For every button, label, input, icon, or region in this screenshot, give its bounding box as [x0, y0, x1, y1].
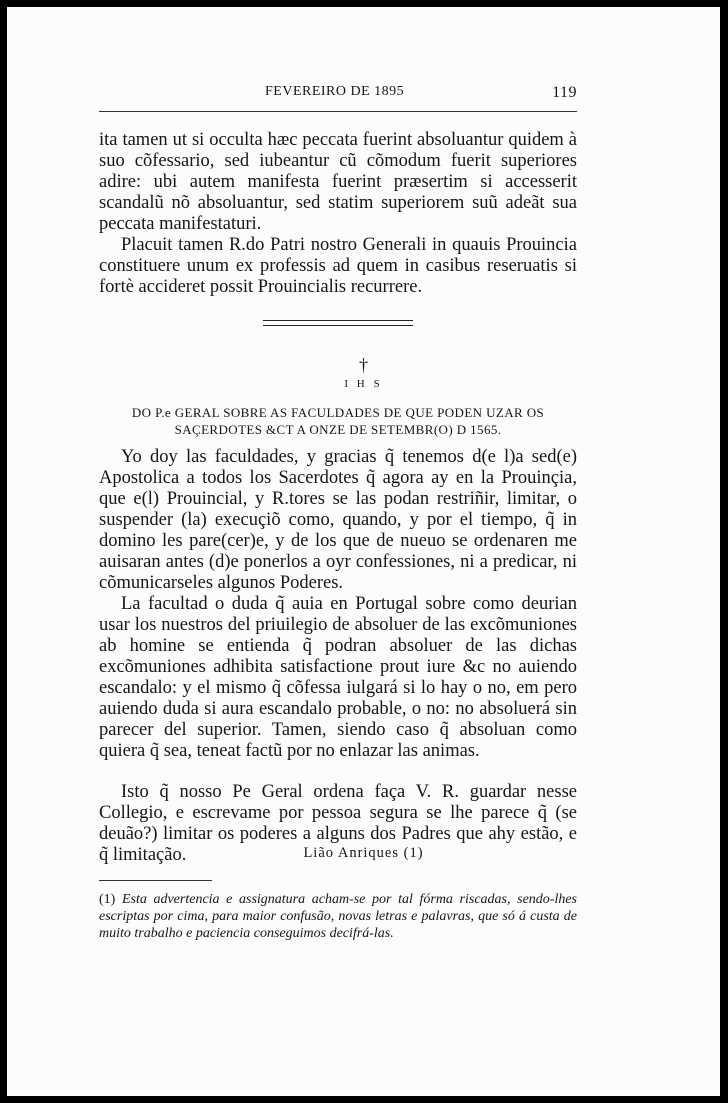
- document-paragraph-1: Yo doy las faculdades, y gracias q̃ tenemos d(e l)a sed(e) Apostolica a todos los Sacerdotes q̃ agora ay en la Prouinçia, que e(l) Prouincial, y R.tores se las podan restriñir, limitar, o suspender (la) execuçiõ como, quando, y por el tiempo, q̃ in domino les pare(cer)e, y de los que de nueuo se ordenaren me auisaran antes (d)e ponerlos a oyr confessiones, ni a predicar, ni cõmunicarseles algunos Poderes.: [99, 447, 577, 593]
- running-header: [99, 84, 577, 106]
- book-page: [7, 7, 720, 1096]
- signature: Lião Anriques (1): [303, 845, 424, 861]
- footnote-number: (1): [99, 892, 116, 907]
- running-title: FEVEREIRO DE 1895: [265, 84, 405, 99]
- cross-symbol: †: [359, 355, 368, 375]
- page-number: 119: [552, 84, 577, 101]
- latin-paragraph-1: ita tamen ut si occulta hæc peccata fuerint absoluantur quidem à suo cõfessario, sed iubeantur cũ cõmodum fuerit superiores adire: ubi autem manifesta fuerint præsertim si accesserit scandalũ nõ absoluantur, sed statim superiorem suũ adeãt sua peccata manifestaturi.: [99, 130, 577, 234]
- latin-text-block: [99, 130, 577, 298]
- footnote: [99, 891, 577, 942]
- footnote-text: Esta advertencia e assignatura acham-se por tal fórma riscadas, sendo-lhes escriptas por cima, para maior confusão, novas letras e palavras, que só á custa de muito trabalho e paciencia conseguimos decifrá-las.: [99, 892, 577, 941]
- document-paragraph-2: La facultad o duda q̃ auia en Portugal sobre como deurian usar los nuestros del priuilegio de absoluer de las excõmuniones ab homine se entienda q̃ podran absoluer de las dichas excõmuniones adhibita satisfactione prout iure &c no auiendo escandalo: y el mismo q̃ cõfessa iulgará si lo hay o no, em pero auiendo duda si aura escandalo probable, o no: no absoluerá sin parecer del superior. Tamen, siendo caso q̃ absoluan como quiera q̃ sea, teneat factũ por no enlazar las animas.: [99, 594, 577, 761]
- ihs-monogram: I H S: [344, 378, 383, 390]
- latin-paragraph-2: Placuit tamen R.do Patri nostro Generali in quauis Prouincia constituere unum ex professis ad quem in casibus reseruatis si fortè accideret possit Prouincialis recurrere.: [99, 235, 577, 297]
- section-divider: [263, 320, 413, 326]
- document-title: DO P.e GERAL SOBRE AS FACULDADES DE QUE PODEN UZAR OS SAÇERDOTES &CT A ONZE DE SETEMBR(O) D 1565.: [131, 405, 545, 437]
- header-rule: [99, 111, 577, 112]
- document-paragraph-3: Isto q̃ nosso Pe Geral ordena faça V. R. guardar nesse Collegio, e escrevame por pessoa segura se lhe parece q̃ (se deuão?) limitar os poderes a alguns dos Padres que ahy estão, e q̃ limitação.: [99, 782, 577, 865]
- footnote-rule: [99, 880, 212, 881]
- document-text-block: [99, 447, 577, 866]
